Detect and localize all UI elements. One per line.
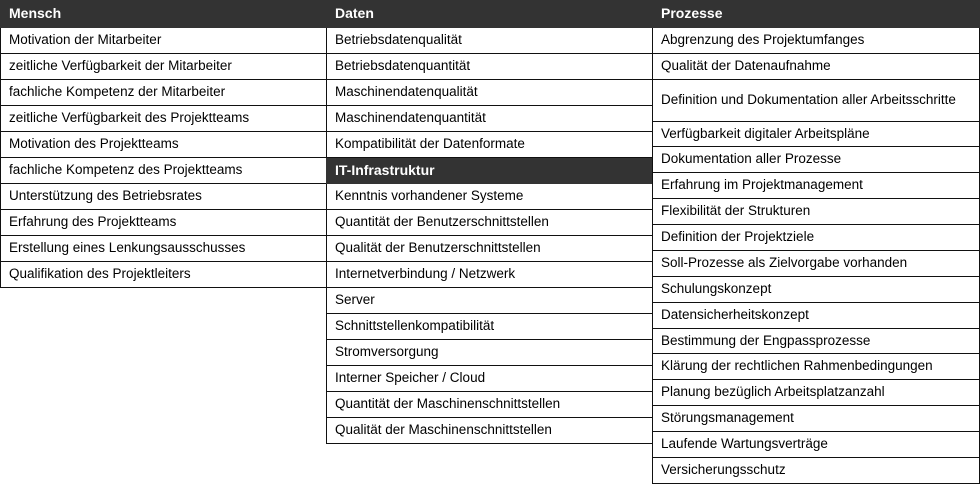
list-item: fachliche Kompetenz der Mitarbeiter [0, 80, 327, 106]
list-item: zeitliche Verfügbarkeit des Projektteams [0, 106, 327, 132]
list-item: Dokumentation aller Prozesse [652, 147, 980, 173]
list-item: zeitliche Verfügbarkeit der Mitarbeiter [0, 54, 327, 80]
list-item: Bestimmung der Engpassprozesse [652, 329, 980, 355]
list-item: Unterstützung des Betriebsrates [0, 184, 327, 210]
list-item: Störungsmanagement [652, 406, 980, 432]
list-item: Motivation des Projektteams [0, 132, 327, 158]
column-prozesse [653, 0, 980, 484]
list-item: Server [326, 288, 653, 314]
column-daten [327, 0, 653, 444]
list-item: fachliche Kompetenz des Projektteams [0, 158, 327, 184]
list-item: Soll-Prozesse als Zielvorgabe vorhanden [652, 251, 980, 277]
subheader-it-infrastruktur: IT-Infrastruktur [326, 158, 653, 185]
list-item: Abgrenzung des Projektumfanges [652, 28, 980, 54]
list-item: Maschinendatenqualität [326, 80, 653, 106]
list-item: Interner Speicher / Cloud [326, 366, 653, 392]
list-item: Quantität der Maschinenschnittstellen [326, 392, 653, 418]
list-item: Qualität der Benutzerschnittstellen [326, 236, 653, 262]
list-item: Maschinendatenquantität [326, 106, 653, 132]
list-item: Erfahrung des Projektteams [0, 210, 327, 236]
list-item: Qualität der Datenaufnahme [652, 54, 980, 80]
list-item: Stromversorgung [326, 340, 653, 366]
list-item: Schnittstellenkompatibilität [326, 314, 653, 340]
column-header-prozesse: Prozesse [652, 0, 980, 28]
list-item: Betriebsdatenquantität [326, 54, 653, 80]
list-item: Klärung der rechtlichen Rahmenbedingungen [652, 354, 980, 380]
list-item: Qualifikation des Projektleiters [0, 262, 327, 288]
list-item: Definition der Projektziele [652, 225, 980, 251]
column-mensch [0, 0, 327, 288]
list-item: Verfügbarkeit digitaler Arbeitspläne [652, 122, 980, 148]
list-item: Betriebsdatenqualität [326, 28, 653, 54]
list-item: Definition und Dokumentation aller Arbeitsschritte [652, 80, 980, 122]
column-header-mensch: Mensch [0, 0, 327, 28]
list-item: Flexibilität der Strukturen [652, 199, 980, 225]
list-item: Qualität der Maschinenschnittstellen [326, 418, 653, 444]
list-item: Laufende Wartungsverträge [652, 432, 980, 458]
list-item: Planung bezüglich Arbeitsplatzanzahl [652, 380, 980, 406]
list-item: Versicherungsschutz [652, 458, 980, 484]
list-item: Kenntnis vorhandener Systeme [326, 184, 653, 210]
list-item: Schulungskonzept [652, 277, 980, 303]
column-header-daten: Daten [326, 0, 653, 28]
list-item: Quantität der Benutzerschnittstellen [326, 210, 653, 236]
list-item: Internetverbindung / Netzwerk [326, 262, 653, 288]
list-item: Motivation der Mitarbeiter [0, 28, 327, 54]
list-item: Erfahrung im Projektmanagement [652, 173, 980, 199]
list-item: Kompatibilität der Datenformate [326, 132, 653, 158]
list-item: Erstellung eines Lenkungsausschusses [0, 236, 327, 262]
list-item: Datensicherheitskonzept [652, 303, 980, 329]
